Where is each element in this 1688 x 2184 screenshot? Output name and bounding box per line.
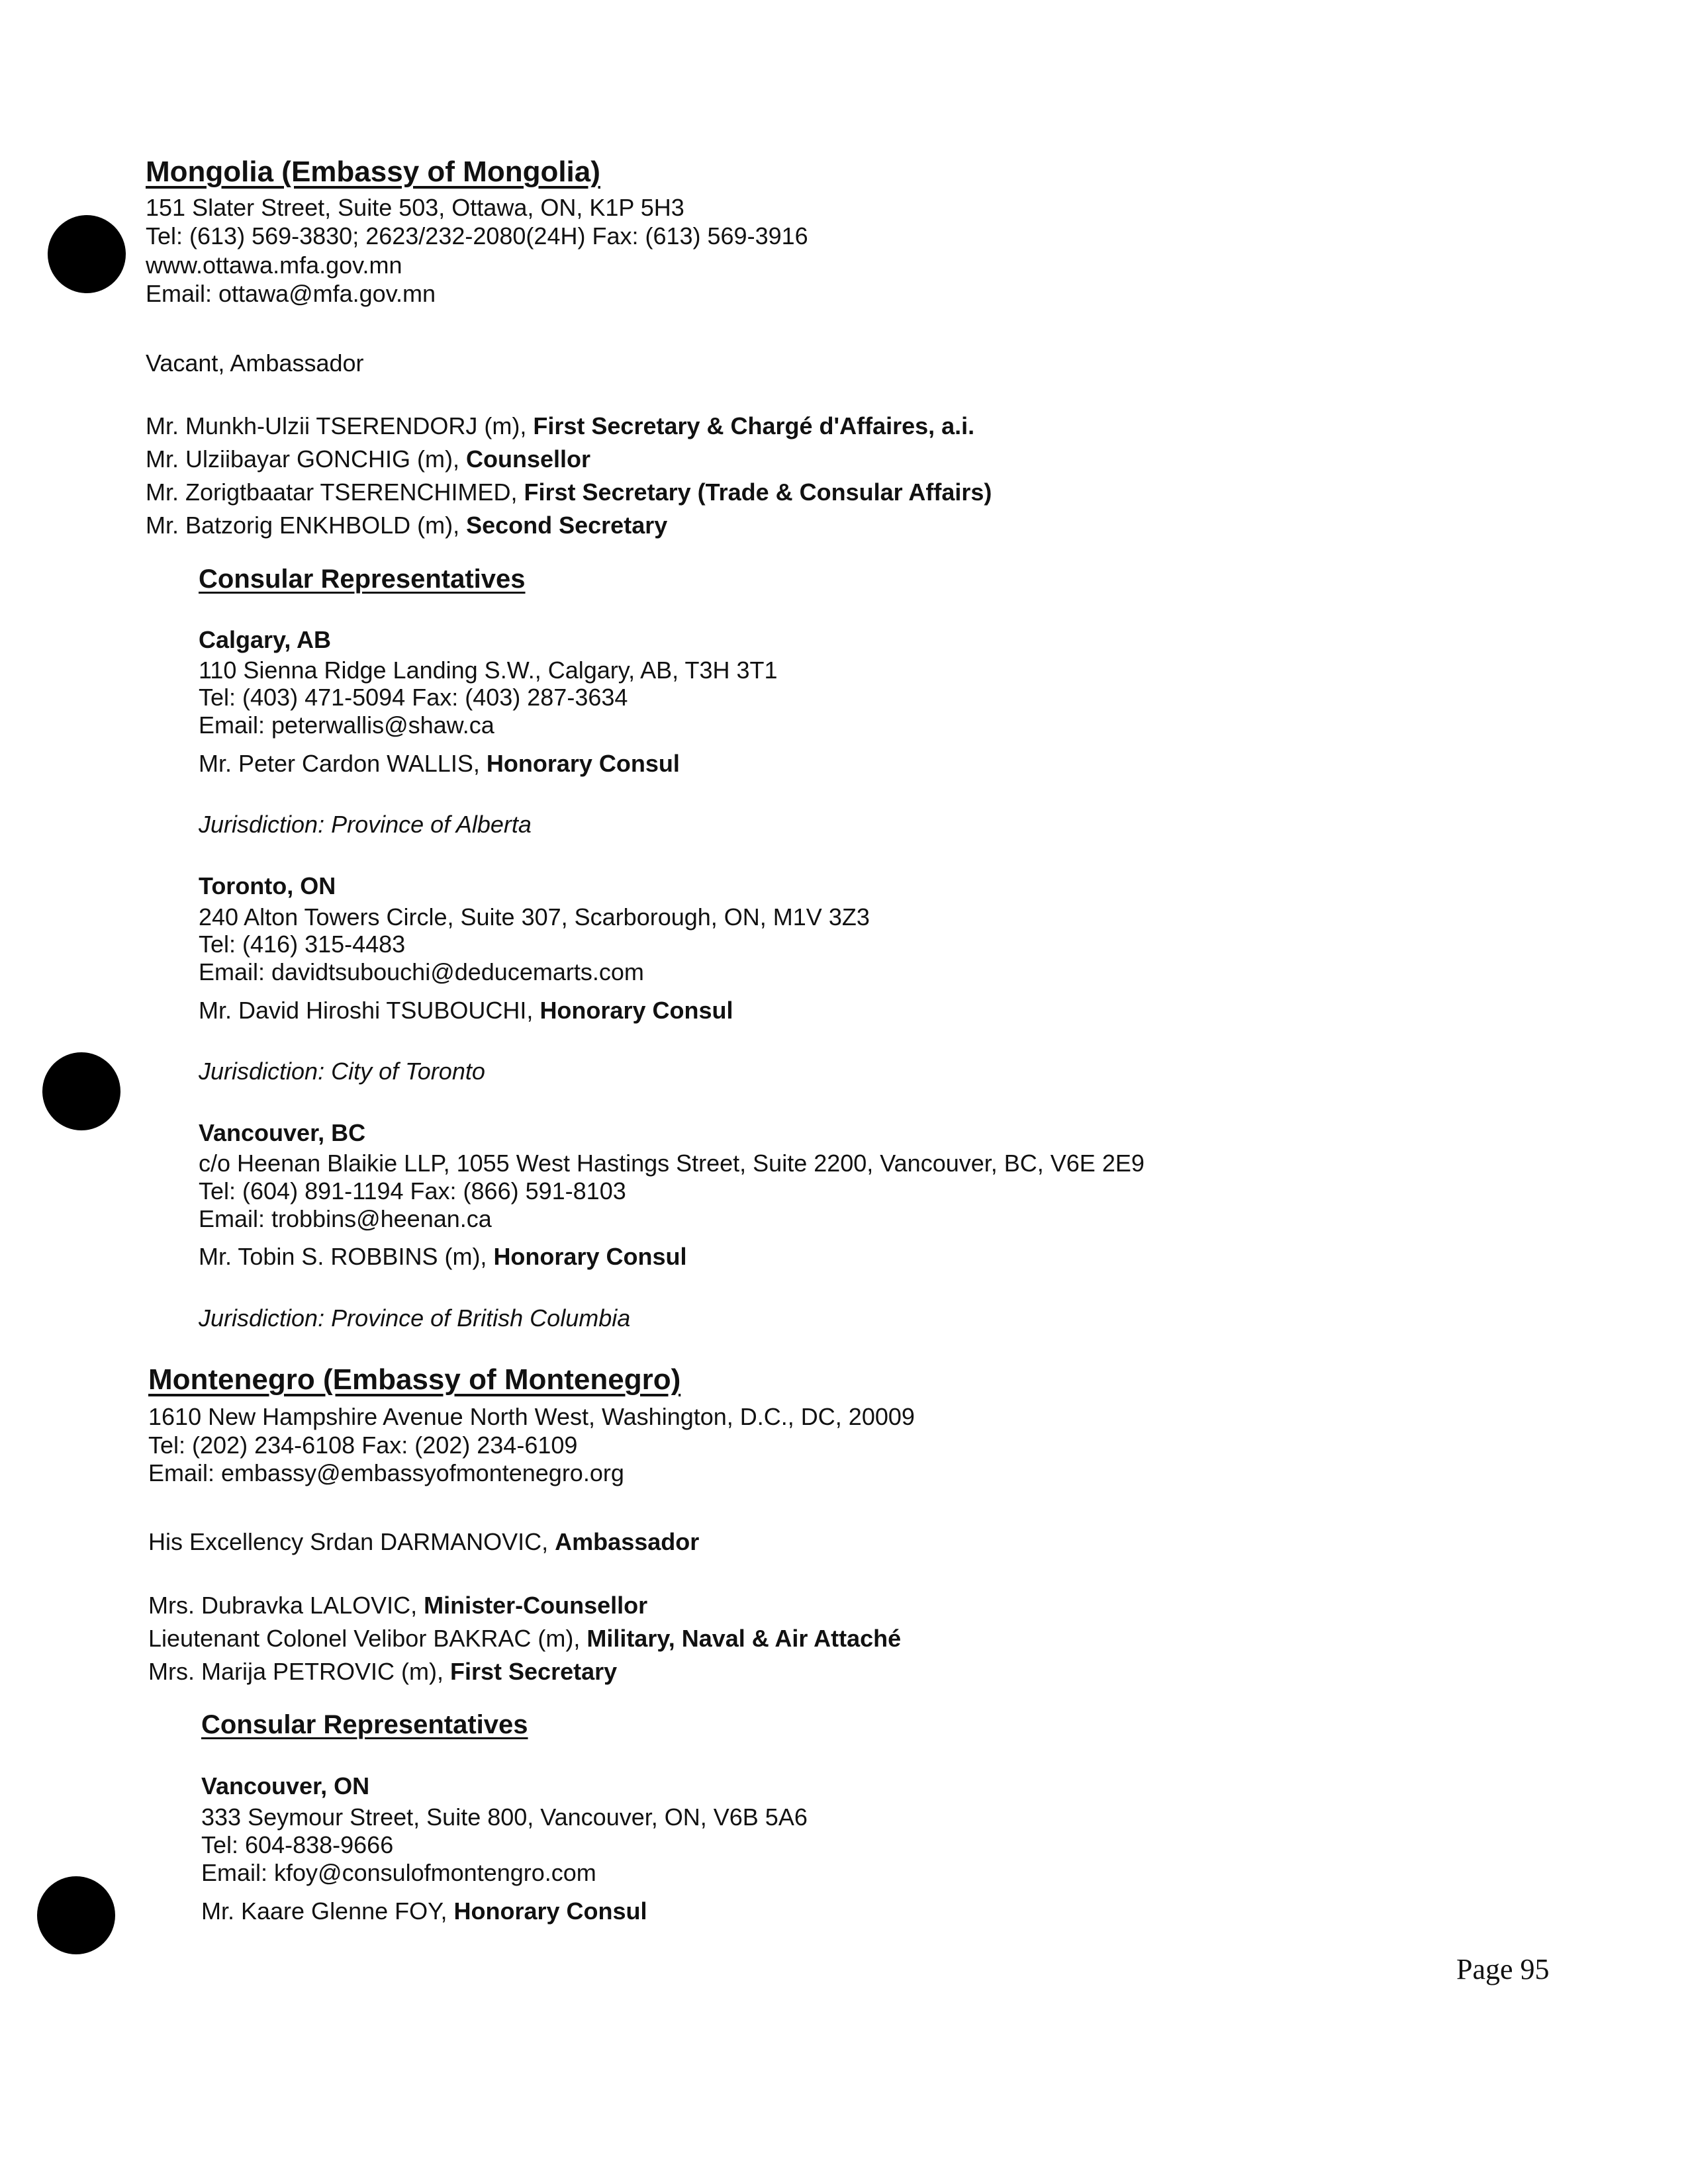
consulate-address: 110 Sienna Ridge Landing S.W., Calgary, AB, T3H 3T1	[199, 657, 778, 684]
ambassador-name: His Excellency Srdan DARMANOVIC,	[148, 1528, 555, 1555]
consulate-person	[201, 1897, 647, 1925]
staff-title: Counsellor	[466, 445, 591, 473]
consulate-city: Calgary, AB	[199, 626, 332, 653]
staff-title: Minister-Counsellor	[424, 1592, 648, 1619]
binder-hole-bottom	[37, 1876, 115, 1954]
mongolia-heading: Mongolia (Embassy of Mongolia)	[146, 156, 600, 188]
consul-name: Mr. Peter Cardon WALLIS,	[199, 750, 487, 777]
staff-title: First Secretary (Trade & Consular Affairs)	[524, 478, 992, 506]
staff-title: Second Secretary	[466, 512, 668, 539]
consulate-email: Email: trobbins@heenan.ca	[199, 1205, 492, 1232]
binder-hole-middle	[42, 1052, 120, 1130]
consulate-city: Toronto, ON	[199, 872, 336, 899]
montenegro-staff-row	[148, 1592, 647, 1619]
consulate-address: 333 Seymour Street, Suite 800, Vancouver, ON, V6B 5A6	[201, 1803, 808, 1831]
mongolia-address: 151 Slater Street, Suite 503, Ottawa, ON, K1P 5H3	[146, 194, 684, 221]
montenegro-ambassador	[148, 1528, 699, 1556]
consulate-city: Vancouver, BC	[199, 1119, 366, 1146]
consulate-person	[199, 1243, 686, 1271]
consul-role: Honorary Consul	[539, 997, 733, 1024]
consulate-tel: Tel: (403) 471-5094 Fax: (403) 287-3634	[199, 684, 628, 711]
mongolia-staff-row	[146, 512, 667, 539]
consul-name: Mr. Tobin S. ROBBINS (m),	[199, 1243, 494, 1270]
consulate-tel: Tel: 604-838-9666	[201, 1831, 394, 1858]
montenegro-address: 1610 New Hampshire Avenue North West, Washington, D.C., DC, 20009	[148, 1403, 915, 1430]
consul-name: Mr. David Hiroshi TSUBOUCHI,	[199, 997, 540, 1024]
mongolia-consular-heading: Consular Representatives	[199, 565, 526, 594]
consulate-email: Email: davidtsubouchi@deducemarts.com	[199, 958, 644, 985]
consul-role: Honorary Consul	[493, 1243, 687, 1270]
mongolia-email: Email: ottawa@mfa.gov.mn	[146, 280, 436, 307]
montenegro-tel: Tel: (202) 234-6108 Fax: (202) 234-6109	[148, 1432, 578, 1459]
binder-hole-top	[48, 215, 126, 293]
staff-title: Military, Naval & Air Attaché	[586, 1625, 902, 1652]
consulate-person	[199, 750, 680, 778]
mongolia-staff-row	[146, 478, 992, 506]
staff-name: Mr. Munkh-Ulzii TSERENDORJ (m),	[146, 412, 534, 439]
montenegro-staff-row	[148, 1658, 617, 1686]
staff-name: Mr. Ulziibayar GONCHIG (m),	[146, 445, 467, 473]
consulate-email: Email: peterwallis@shaw.ca	[199, 711, 494, 739]
montenegro-heading: Montenegro (Embassy of Montenegro)	[148, 1363, 681, 1396]
consulate-jurisdiction: Jurisdiction: Province of British Columbia	[199, 1304, 631, 1332]
consulate-address: 240 Alton Towers Circle, Suite 307, Scarborough, ON, M1V 3Z3	[199, 903, 870, 931]
staff-name: Mr. Zorigtbaatar TSERENCHIMED,	[146, 478, 524, 506]
page-number: Page 95	[1456, 1953, 1550, 1985]
consulate-email: Email: kfoy@consulofmontengro.com	[201, 1859, 596, 1886]
montenegro-staff-row	[148, 1625, 901, 1653]
mongolia-ambassador: Vacant, Ambassador	[146, 349, 364, 377]
mongolia-staff-row	[146, 445, 590, 473]
montenegro-consular-heading: Consular Representatives	[201, 1710, 528, 1739]
consulate-person	[199, 997, 733, 1024]
consulate-address: c/o Heenan Blaikie LLP, 1055 West Hastings Street, Suite 2200, Vancouver, BC, V6E 2E9	[199, 1150, 1145, 1177]
consul-role: Honorary Consul	[486, 750, 680, 777]
consulate-jurisdiction: Jurisdiction: Province of Alberta	[199, 811, 532, 838]
consulate-jurisdiction: Jurisdiction: City of Toronto	[199, 1058, 485, 1085]
ambassador-title: Ambassador	[555, 1528, 700, 1555]
consulate-city: Vancouver, ON	[201, 1772, 370, 1799]
montenegro-email: Email: embassy@embassyofmontenegro.org	[148, 1459, 624, 1486]
staff-name: Mrs. Dubravka LALOVIC,	[148, 1592, 424, 1619]
mongolia-staff-row	[146, 412, 974, 440]
staff-title: First Secretary	[450, 1658, 618, 1685]
consul-name: Mr. Kaare Glenne FOY,	[201, 1897, 454, 1925]
mongolia-tel: Tel: (613) 569-3830; 2623/232-2080(24H) Fax: (613) 569-3916	[146, 222, 808, 250]
staff-name: Mrs. Marija PETROVIC (m),	[148, 1658, 450, 1685]
mongolia-website: www.ottawa.mfa.gov.mn	[146, 251, 402, 279]
consul-role: Honorary Consul	[453, 1897, 647, 1925]
staff-name: Lieutenant Colonel Velibor BAKRAC (m),	[148, 1625, 587, 1652]
staff-title: First Secretary & Chargé d'Affaires, a.i.	[533, 412, 975, 439]
consulate-tel: Tel: (604) 891-1194 Fax: (866) 591-8103	[199, 1177, 626, 1205]
consulate-tel: Tel: (416) 315-4483	[199, 931, 406, 958]
staff-name: Mr. Batzorig ENKHBOLD (m),	[146, 512, 467, 539]
